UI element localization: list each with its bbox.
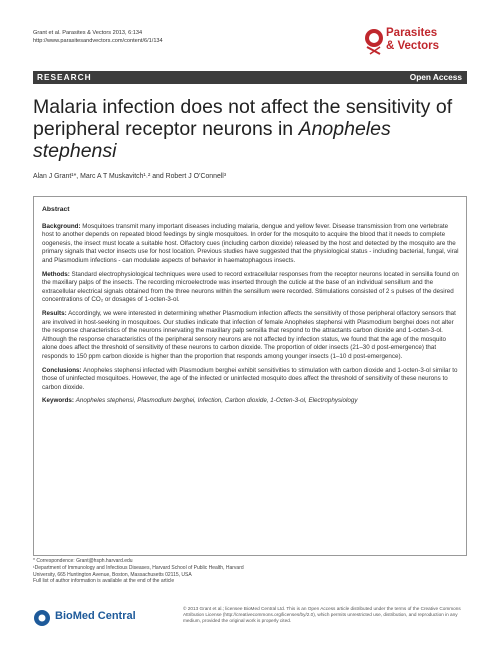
open-access-label: Open Access [409,72,462,82]
section-text: Mosquitoes transmit many important diseases including malaria, dengue and yellow fever. Disease transmission from one vertebrate host to another depends on repeated blood feedings by single mosquitoes. In order for the mosquito to acquire the blood that it needs to complete oogenesis, the insect must locate a suitable host. Olfactory cues (including carbon dioxide) released by the host and detected by the mosquito are the primary signals that vector insects use for host location. Previous studies have suggested that the physiological status - including bacterial, fungal, viral and Plasmodium infections - can modulate aspects of behavior in haematophagous insects. [42,222,459,264]
section-text: Anopheles stephensi infected with Plasmodium berghei exhibit sensitivities to stimulation with carbon dioxide and 1-octen-3-ol similar to those of uninfected mosquitoes. However, the age of the infected or uninfected mosquito does affect the threshold of sensitivity of these neurons to carbon dioxide. [42,366,458,391]
section-label: Keywords: [42,397,74,405]
logo-line: Parasites [386,27,438,39]
section-label: Results: [42,309,67,317]
abstract-heading: Abstract [42,206,70,213]
abstract-background [42,223,459,266]
logo-line: & Vectors [386,39,440,52]
section-text: Accordingly, we were interested in determining whether Plasmodium infection affects the sensitivity of those peripheral olfactory sensors that are involved in host-seeking in mosquitoes. Our studies indicate that infection of female Anopheles stephensi with Plasmodium berghei does not alter the response characteristics of the neurons innervating the maxillary palp sensilla that respond to the attractants carbon dioxide and 1-octen-3-ol. Although the response characteristics of the peripheral sensory neurons are not affected by infection status, we found that the age of the mosquito alone does affect the threshold of sensitivity of these neurons to carbon dioxide. The proportion of older insects (21–30 d post-emergence) that responds to 150 ppm carbon dioxide is higher than the proportion that responds among younger insects (1–10 d post-emergence). [42,309,456,360]
section-text: Standard electrophysiological techniques were used to record extracellular responses from the receptor neurons located in sensilla found on the maxillary palps of the insects. The recording microelectrode was inserted through the cuticle at the base of an individual sensillum and the extracellular electrical signals obtained from the three neurons within the sensillum were recorded. Stimulations consisted of 2 s pulses of the desired concentrations of CO₂ or dosages of 1-octen-3-ol. [42,270,459,304]
article-type-label: RESEARCH [37,72,92,82]
license-text: © 2013 Grant et al.; licensee BioMed Central Ltd. This is an Open Access article distributed under the terms of the Creative Commons Attribution License (http://creativecommons.org/licenses/by/2.0), which permits unrestricted use, distribution, and reproduction in any medium, provided the original work is properly cited. [183,606,461,624]
abstract-keywords [42,397,459,406]
author-affiliation: ¹Department of Immunology and Infectious Diseases, Harvard School of Public Health, Harvard University, 665 Huntington Avenue, Boston, Massachusetts 02115, USA [33,564,244,578]
footnote-divider [33,555,123,556]
title-species: Anopheles stephensi [33,118,391,162]
article-type-band [33,71,467,84]
abstract-conclusions [42,367,459,393]
correspondence-email[interactable]: * Correspondence: Grant@hsph.harvard.edu [33,558,133,564]
section-text: Anopheles stephensi, Plasmodium berghei, Infection, Carbon dioxide, 1-Octen-3-ol, Electrophysiology [75,397,358,405]
title-text: Malaria infection does not affect the sensitivity of peripheral receptor neurons in [33,96,453,140]
footnote [33,558,253,585]
publisher-name: BioMed Central [55,610,136,622]
author-list: Alan J Grant¹*, Marc A T Muskavitch¹˒² and Robert J O’Connell³ [33,173,227,180]
section-label: Conclusions: [42,366,82,374]
article-title [33,96,473,162]
journal-logo-text [386,27,439,52]
section-label: Background: [42,222,81,230]
citation-line: Grant et al. Parasites & Vectors 2013, 6:134 [33,30,143,36]
abstract-box [33,196,467,556]
abstract-results [42,310,459,362]
abstract-methods [42,271,459,305]
section-label: Methods: [42,270,70,278]
article-url[interactable]: http://www.parasitesandvectors.com/content/6/1/134 [33,37,163,44]
citation-header [33,30,163,45]
author-info-note: Full list of author information is available at the end of the article [33,578,175,585]
